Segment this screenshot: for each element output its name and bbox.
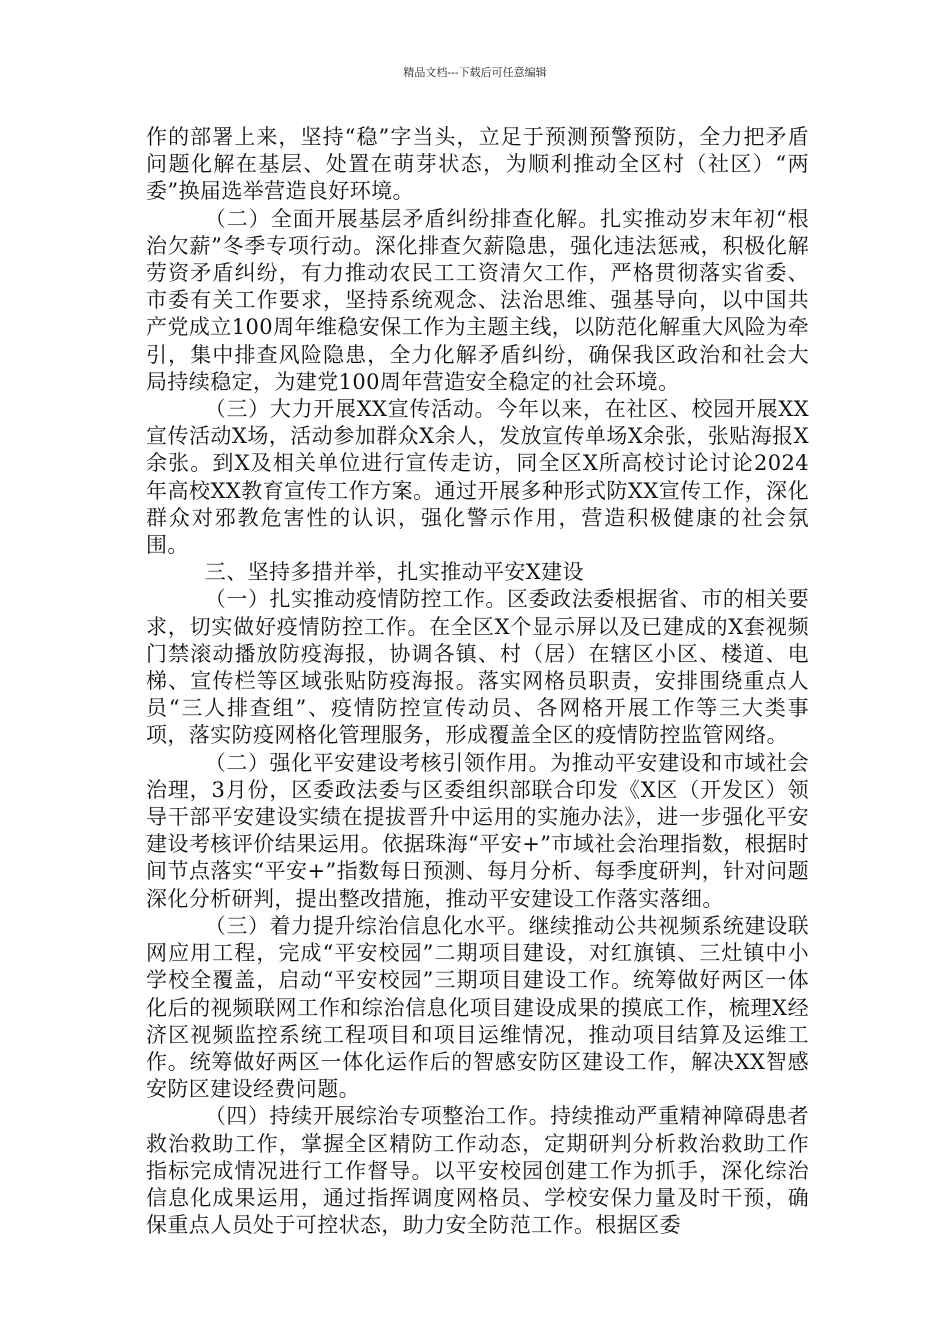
paragraph-6: （三）着力提升综治信息化水平。继续推动公共视频系统建设联网应用工程，完成“平安校园”二期项目建设，对红旗镇、三灶镇中小学校全覆盖，启动“平安校园”三期项目建设工作。统筹做好两区一体化后的视频联网工作和综治信息化项目建设成果的摸底工作，梳理X经济区视频监控系统工程项目和项目运维情况，推动项目结算及运维工作。统筹做好两区一体化运作后的智感安防区建设工作，解决XX智感安防区建设经费问题。 [146, 913, 809, 1102]
paragraph-1: 作的部署上来，坚持“稳”字当头，立足于预测预警预防，全力把矛盾问题化解在基层、处置在萌芽状态，为顺利推动全区村（社区）“两委”换届选举营造良好环境。 [146, 125, 809, 204]
document-body [146, 124, 809, 1239]
paragraph-7: （四）持续开展综治专项整治工作。持续推动严重精神障碍患者救治救助工作，掌握全区精防工作动态，定期研判分析救治救助工作指标完成情况进行工作督导。以平安校园创建工作为抓手，深化综治信息化成果运用，通过指挥调度网格员、学校安保力量及时干预，确保重点人员处于可控状态，助力安全防范工作。根据区委 [146, 1104, 809, 1238]
paragraph-4: （一）扎实推动疫情防控工作。区委政法委根据省、市的相关要求，切实做好疫情防控工作。在全区X个显示屏以及已建成的X套视频门禁滚动播放防疫海报，协调各镇、村（居）在辖区小区、楼道、电梯、宣传栏等区域张贴防疫海报。落实网格员职责，安排围绕重点人员“三人排查组”、疫情防控宣传动员、各网格开展工作等三大类事项，落实防疫网格化管理服务，形成覆盖全区的疫情防控监管网络。 [146, 587, 809, 748]
section-heading: 三、坚持多措并举，扎实推动平安X建设 [204, 560, 584, 585]
paragraph-2: （二）全面开展基层矛盾纠纷排查化解。扎实推动岁末年初“根治欠薪”冬季专项行动。深化排查欠薪隐患，强化违法惩戒，积极化解劳资矛盾纠纷，有力推动农民工工资清欠工作，严格贯彻落实省委、市委有关工作要求，坚持系统观念、法治思维、强基导向，以中国共产党成立100周年维稳安保工作为主题主线，以防范化解重大风险为牵引，集中排查风险隐患，全力化解矛盾纠纷，确保我区政治和社会大局持续稳定，为建党100周年营造安全稳定的社会环境。 [146, 206, 809, 394]
paragraph-3: （三）大力开展XX宣传活动。今年以来，在社区、校园开展XX宣传活动X场，活动参加群众X余人，发放宣传单场X余张，张贴海报X余张。到X及相关单位进行宣传走访，同全区X所高校讨论讨论2024年高校XX教育宣传工作方案。通过开展多种形式防XX宣传工作，深化群众对邪教危害性的认识，强化警示作用，营造积极健康的社会氛围。 [146, 397, 809, 558]
paragraph-5: （二）强化平安建设考核引领作用。为推动平安建设和市域社会治理，3月份，区委政法委与区委组织部联合印发《X区（开发区）领导干部平安建设实绩在提拔晋升中运用的实施办法》，进一步强化平安建设考核评价结果运用。依据珠海“平安+”市域社会治理指数，根据时间节点落实“平安+”指数每日预测、每月分析、每季度研判，针对问题深化分析研判，提出整改措施，推动平安建设工作落实落细。 [146, 750, 809, 911]
page-header: 精品文档---下载后可任意编辑 [403, 66, 547, 79]
